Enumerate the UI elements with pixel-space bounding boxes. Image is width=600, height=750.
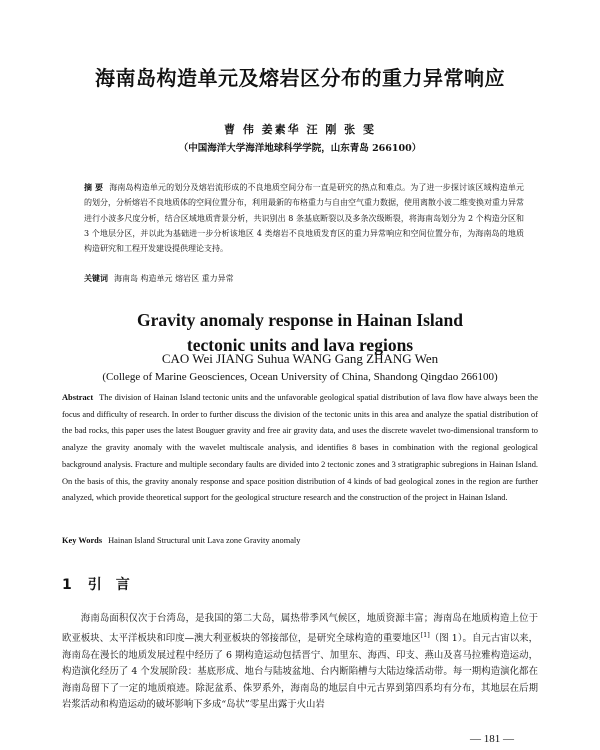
- english-abstract: [62, 390, 538, 507]
- english-title-line-1: Gravity anomaly response in Hainan Island: [137, 310, 463, 330]
- chinese-keywords: [84, 273, 524, 284]
- chinese-authors: 曹 伟 姜素华 汪 刚 张 雯: [224, 123, 376, 136]
- english-authors: CAO Wei JIANG Suhua WANG Gang ZHANG Wen: [161, 351, 439, 366]
- section-title: 引言: [87, 577, 144, 593]
- chinese-keywords-text: 海南岛 构造单元 熔岩区 重力异常: [114, 274, 234, 283]
- chinese-abstract-text: 海南岛构造单元的划分及熔岩流形成的不良地质空间分布一直是研究的热点和难点。为了进一步探讨该区域构造单元的划分，分析熔岩不良地质体的空间位置分布，利用最新的布格重力与自由空气重力数据，使用离散小波二维变换对重力异常进行小波多尺度分析，结合区域地质背景分析，共识别出 8 条基底断裂以及多条次级断裂，将海南岛划分为 2 个构造分区和 3 个地层分区，并以此为基础进一步分析该地区 4 类熔岩不良地质发育区的重力异常响应和空间位置分布，为海南岛的地质构造研究和工程开发建设提供理论支持。: [84, 183, 524, 254]
- chinese-affiliation: （中国海洋大学海洋地球科学学院，山东青岛 266100）: [178, 143, 422, 154]
- english-keywords-text: Hainan Island Structural unit Lava zone Gravity anomaly: [108, 536, 301, 545]
- english-keywords-label: Key Words: [62, 536, 103, 545]
- chinese-abstract-label: 摘 要: [84, 183, 104, 192]
- section-number: 1: [62, 577, 72, 593]
- chinese-abstract: [84, 180, 524, 256]
- english-abstract-text: The division of Hainan Island tectonic units and the unfavorable geological spatial distribution of lava flow have always been the focus and difficulty of research. In order to further discuss the division of the tectonic units in this area and analyze the spatial distribution of the bad rocks, this paper uses the latest Bouguer gravity and free air gravity data, and uses the discrete wavelet two-dimensional transform to analyze the gravity anomaly with the wavelet multiscale analysis, and identifies 8 bases in combination with the regional geological background analysis. Fracture and multiple secondary faults are divided into 2 tectonic zones and 3 stratigraphic subregions in Hainan Island. On the basis of this, the gravity anonaly response and space position distribution of 4 kinds of bad geological zones in the region are further analyzed, which provide theoretical support for the geological structure research and the construction of the project in Hainan Island.: [62, 393, 538, 503]
- page-number: — 181 —: [470, 733, 514, 745]
- section-body-text: [62, 611, 538, 714]
- citation-reference: [1]: [420, 631, 430, 640]
- section-heading: [62, 574, 144, 594]
- english-affiliation: (College of Marine Geosciences, Ocean University of China, Shandong Qingdao 266100): [102, 371, 498, 383]
- chinese-keywords-label: 关键词: [84, 274, 108, 283]
- english-title-line-2: tectonic units and lava regions: [186, 335, 414, 355]
- english-keywords: [62, 536, 538, 545]
- body-text-part-1: 海南岛面积仅次于台湾岛，是我国的第二大岛，属热带季风气候区，地质资源丰富；海南岛在地质构造上位于欧亚板块、太平洋板块和印度—澳大利亚板块的邻接部位，是研究全球构造的重要地区: [62, 613, 538, 645]
- english-abstract-label: Abstract: [62, 393, 94, 402]
- body-text-part-2: （图 1）。自元古宙以来，海南岛在漫长的地质发展过程中经历了 6 期构造运动包括晋宁、加里东、海西、印支、燕山及喜马拉雅构造运动，构造演化经历了 4 个发展阶段：基底形成、地台与陆坡盆地、台内断陷槽与大陆边缘活动带。每一期构造演化都在海南岛留下了一定的地质痕迹。除泥盆系、侏罗系外，海南岛的地层自中元古界到第四系均有分布，其地层在后期岩浆活动和构造运动的破坏影响下多成“岛状”零星出露于火山岩: [62, 633, 538, 711]
- chinese-title: 海南岛构造单元及熔岩区分布的重力异常响应: [95, 66, 505, 90]
